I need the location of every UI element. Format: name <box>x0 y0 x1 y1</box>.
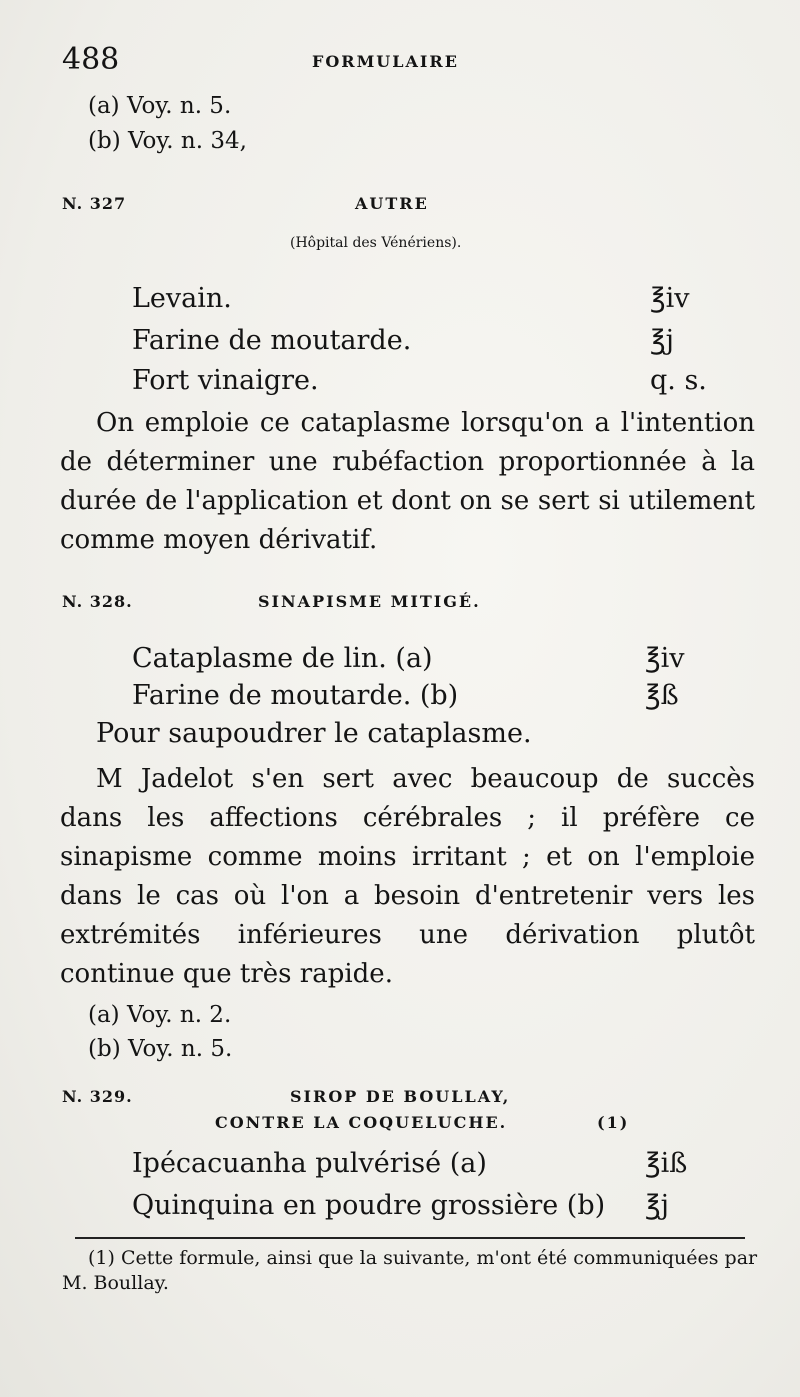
footnote-divider <box>75 1237 745 1239</box>
entry-329-number: N. 329. <box>62 1087 133 1106</box>
ingredient-name: Ipécacuanha pulvérisé (a) <box>132 1148 487 1179</box>
top-note-b: (b) Voy. n. 34, <box>88 128 247 154</box>
ingredient-quantity: ℥iv <box>650 283 690 314</box>
entry-329-title-line1: SIROP DE BOULLAY, <box>290 1087 511 1106</box>
entry-328-note-a: (a) Voy. n. 2. <box>88 1002 232 1028</box>
entry-327-title: AUTRE <box>355 194 429 213</box>
entry-328-text: M Jadelot s'en sert avec beaucoup de succès dans les affections cérébrales ; il préfère ce sinapisme comme moins irritant ; et on l'emploie dans le cas où l'on a besoin d'entretenir vers les extrémités inférieures une dérivation plutôt continue que très rapide. <box>60 764 755 989</box>
entry-327-number: N. 327 <box>62 194 127 213</box>
entry-328-instruction: Pour saupoudrer le cataplasme. <box>96 718 532 749</box>
ingredient-name: Farine de moutarde. <box>132 325 412 356</box>
ingredient-quantity: ℥j <box>645 1190 669 1221</box>
entry-329-title-ref: (1) <box>597 1113 630 1132</box>
ingredient-quantity: ℥j <box>650 325 674 356</box>
running-title: FORMULAIRE <box>312 52 459 71</box>
entry-328-title: SINAPISME MITIGÉ. <box>258 592 481 611</box>
entry-328-number: N. 328. <box>62 592 133 611</box>
top-note-a: (a) Voy. n. 5. <box>88 93 232 119</box>
entry-327-text: On emploie ce cataplasme lorsqu'on a l'intention de déterminer une rubéfaction proportionnée à la durée de l'application et dont on se sert si utilement comme moyen dérivatif. <box>60 408 755 555</box>
footnote-text: (1) Cette formule, ainsi que la suivante, m'ont été communiquées par M. Boullay. <box>62 1247 758 1294</box>
ingredient-name: Fort vinaigre. <box>132 365 319 396</box>
ingredient-name: Farine de moutarde. (b) <box>132 680 459 711</box>
ingredient-name: Quinquina en poudre grossière (b) <box>132 1190 606 1221</box>
entry-328-note-b: (b) Voy. n. 5. <box>88 1036 233 1062</box>
ingredient-quantity: q. s. <box>650 365 707 396</box>
ingredient-quantity: ℥iv <box>645 643 685 674</box>
entry-329-title-line2: CONTRE LA COQUELUCHE. <box>215 1113 508 1132</box>
page-number: 488 <box>62 42 120 77</box>
ingredient-name: Levain. <box>132 283 232 314</box>
entry-327-subtitle: (Hôpital des Vénériens). <box>290 235 462 251</box>
ingredient-quantity: ℥ß <box>645 680 679 711</box>
ingredient-name: Cataplasme de lin. (a) <box>132 643 433 674</box>
ingredient-quantity: ℥iß <box>645 1148 688 1179</box>
